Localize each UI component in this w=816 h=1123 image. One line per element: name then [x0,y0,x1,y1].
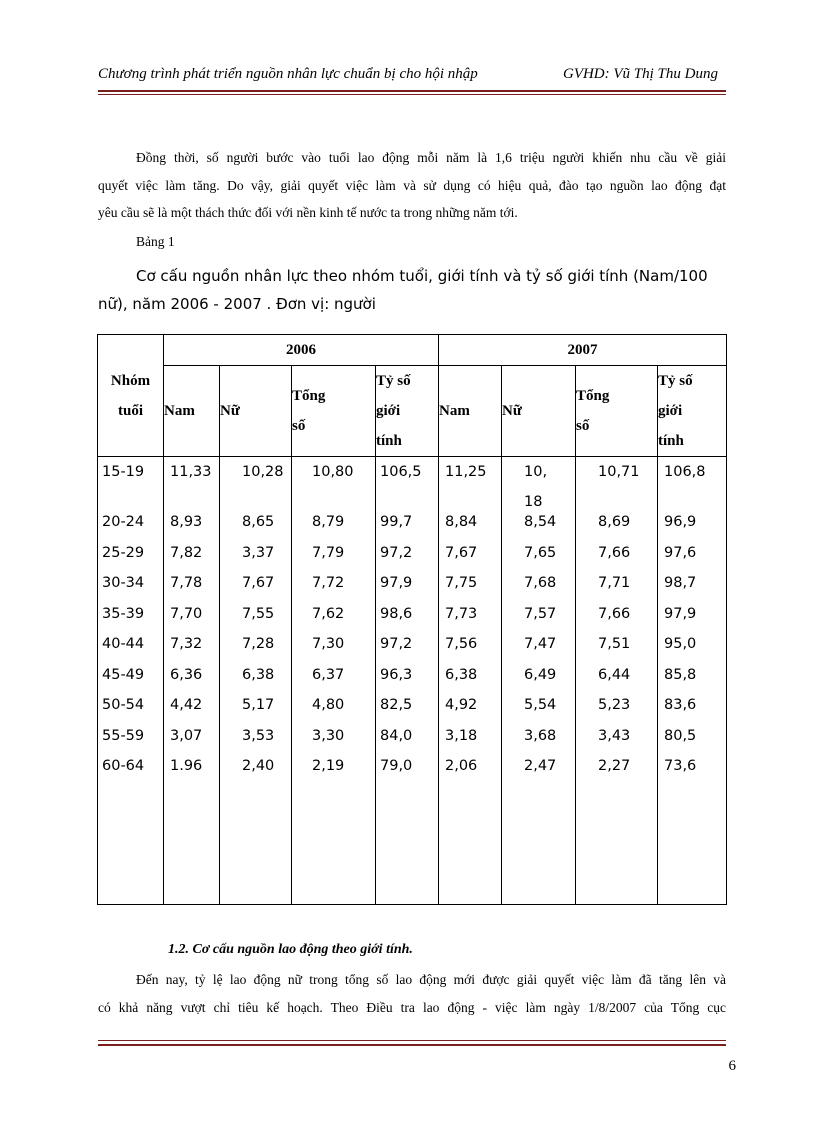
table-cell: 7,30 [312,636,345,652]
header-instructor: GVHD: Vũ Thị Thu Dung [562,66,718,82]
table-cell: 97,9 [380,575,413,591]
table-label-paragraph [98,228,726,256]
male-header-2007: Nam [439,366,502,457]
table-cell: 2,47 [524,758,557,774]
female-2006-column [220,457,292,905]
total-2007-column [576,457,658,905]
caption-line: Cơ cấu nguồn nhân lực theo nhóm tuổi, giới tính và tỷ số giới tính (Nam/100 [136,267,708,285]
table-cell: 106,8 [664,464,706,480]
table-cell: 25-29 [102,544,145,561]
table-cell: 83,6 [664,697,697,713]
table-cell: 3,30 [312,727,345,744]
table-cell: 4,92 [445,697,478,713]
table-cell: 10,28 [242,464,284,480]
table-cell: 10,80 [312,464,354,480]
table-cell: 20-24 [102,514,145,530]
ratio-header-2006: Tỷ số giới tính [376,366,439,457]
table-cell: 11,33 [170,464,212,480]
table-cell: 7,65 [524,544,557,561]
table-cell: 96,3 [380,666,413,683]
table-cell: 3,18 [445,727,478,744]
total-header-2007: Tổng số [576,366,658,457]
table-cell: 5,17 [242,697,275,713]
workforce-table [97,334,727,905]
table-cell: 7,79 [312,544,345,561]
table-cell: 7,66 [598,605,631,622]
ratio-header-2007: Tỷ số giới tính [658,366,727,457]
closing-line: có khả năng vượt chỉ tiêu kế hoạch. Theo Điều tra lao động - việc làm ngày 1/8/2007 của Tổng cục [98,999,726,1015]
caption-line: nữ), năm 2006 - 2007 . Đơn vị: người [98,295,376,313]
table-cell: 97,6 [664,544,697,561]
table-cell: 97,2 [380,544,413,561]
table-cell: 2,40 [242,758,275,774]
footer-rule-thick [98,1044,726,1046]
table-cell: 35-39 [102,605,145,622]
table-cell: 98,7 [664,575,697,591]
table-cell: 2,06 [445,758,478,774]
table-cell: 97,9 [664,605,697,622]
table-cell: 10,71 [598,464,640,480]
table-cell: 7,51 [598,636,631,652]
table-cell: 45-49 [102,666,145,683]
table-cell: 8,93 [170,514,203,530]
table-cell: 79,0 [380,758,413,774]
table-cell: 7,68 [524,575,557,591]
table-cell: 3,43 [598,727,631,744]
table-cell: 80,5 [664,727,697,744]
table-cell: 7,75 [445,575,478,591]
table-cell: 3,53 [242,727,275,744]
year-header-row [98,335,727,366]
table-cell: 40-44 [102,636,145,652]
ratio-2007-column [658,457,727,905]
table-cell: 30-34 [102,575,145,591]
table-cell: 7,70 [170,605,203,622]
table-cell: 1.96 [170,758,203,774]
closing-line: Đến nay, tỷ lệ lao động nữ trong tổng số lao động mới được giải quyết việc làm đã tăng lên và [136,972,726,987]
year-2007-header: 2007 [439,335,727,366]
age-column [98,457,164,905]
table-cell: 11,25 [445,464,487,480]
table-cell: 97,2 [380,636,413,652]
table-cell: 8,65 [242,514,275,530]
table-cell: 3,07 [170,727,203,744]
table-cell: 4,42 [170,697,203,713]
table-cell: 84,0 [380,727,413,744]
sub-header-row [98,366,727,457]
table-caption [98,262,726,318]
table-cell: 5,23 [598,697,631,713]
table-cell: 15-19 [102,464,145,480]
female-header-2007: Nữ [502,366,576,457]
male-2006-column [164,457,220,905]
table-cell: 7,32 [170,636,203,652]
intro-line: quyết việc làm tăng. Do vậy, giải quyết việc làm và sử dụng có hiệu quả, đào tạo nguồn lao động đạt [98,177,726,193]
table-cell: 99,7 [380,514,413,530]
table-cell: 95,0 [664,636,697,652]
table-cell: 7,67 [445,544,478,561]
table-cell: 6,38 [242,666,275,683]
table-cell: 6,36 [170,666,203,683]
table-cell: 6,49 [524,666,557,683]
total-header-2006: Tổng số [292,366,376,457]
table-cell: 7,47 [524,636,557,652]
total-2006-column [292,457,376,905]
table-cell: 7,73 [445,605,478,622]
intro-line: Đồng thời, số người bước vào tuổi lao động mỗi năm là 1,6 triệu người khiến nhu cầu về giải [136,150,726,165]
table-cell: 8,69 [598,514,631,530]
table-cell: 2,27 [598,758,631,774]
header-rule-thin [98,94,726,95]
intro-line: yêu cầu sẽ là một thách thức đối với nền kinh tế nước ta trong những năm tới. [98,205,518,220]
table-cell: 8,54 [524,514,557,530]
table-cell: 50-54 [102,697,145,713]
table-cell: 6,44 [598,666,631,683]
table-cell: 6,37 [312,666,345,683]
table-body-row [98,457,727,905]
running-header [98,66,726,88]
table-cell: 3,37 [242,544,275,561]
male-header-2006: Nam [164,366,220,457]
table-cell: 7,62 [312,605,345,622]
table-cell: 7,55 [242,605,275,622]
table-cell: 8,79 [312,514,345,530]
table-cell: 7,66 [598,544,631,561]
table-cell: 2,19 [312,758,345,774]
table-cell: 5,54 [524,697,557,713]
header-title: Chương trình phát triển nguồn nhân lực chuẩn bị cho hội nhập [98,66,478,82]
table-cell: 7,28 [242,636,275,652]
table-cell: 10, [524,464,548,480]
header-rule-thick [98,90,726,92]
table-cell: 7,67 [242,575,275,591]
table-cell: 98,6 [380,605,413,622]
table-cell: 60-64 [102,758,145,774]
female-2007-column [502,457,576,905]
table-cell: 73,6 [664,758,697,774]
age-group-header: Nhóm tuổi [98,335,164,457]
table-cell: 7,56 [445,636,478,652]
table-cell: 106,5 [380,464,422,480]
table-cell: 8,84 [445,514,478,530]
table-cell: 55-59 [102,727,145,744]
table-cell: 85,8 [664,666,697,683]
table-cell: 96,9 [664,514,697,530]
table-cell: 4,80 [312,697,345,713]
table-cell: 18 [524,494,543,510]
male-2007-column [439,457,502,905]
closing-paragraph [98,966,726,1021]
section-heading: 1.2. Cơ cấu nguồn lao động theo giới tính. [168,942,413,957]
year-2006-header: 2006 [164,335,439,366]
table-cell: 7,78 [170,575,203,591]
female-header-2006: Nữ [220,366,292,457]
table-cell: 7,57 [524,605,557,622]
table-label: Bảng 1 [136,234,175,249]
table-cell: 7,82 [170,544,203,561]
table-cell: 3,68 [524,727,557,744]
intro-paragraph [98,144,726,227]
page-number: 6 [728,1058,736,1074]
ratio-2006-column [376,457,439,905]
table-cell: 82,5 [380,697,413,713]
table-cell: 7,72 [312,575,345,591]
table-cell: 6,38 [445,666,478,683]
table-cell: 7,71 [598,575,631,591]
footer-rule-thin [98,1040,726,1041]
